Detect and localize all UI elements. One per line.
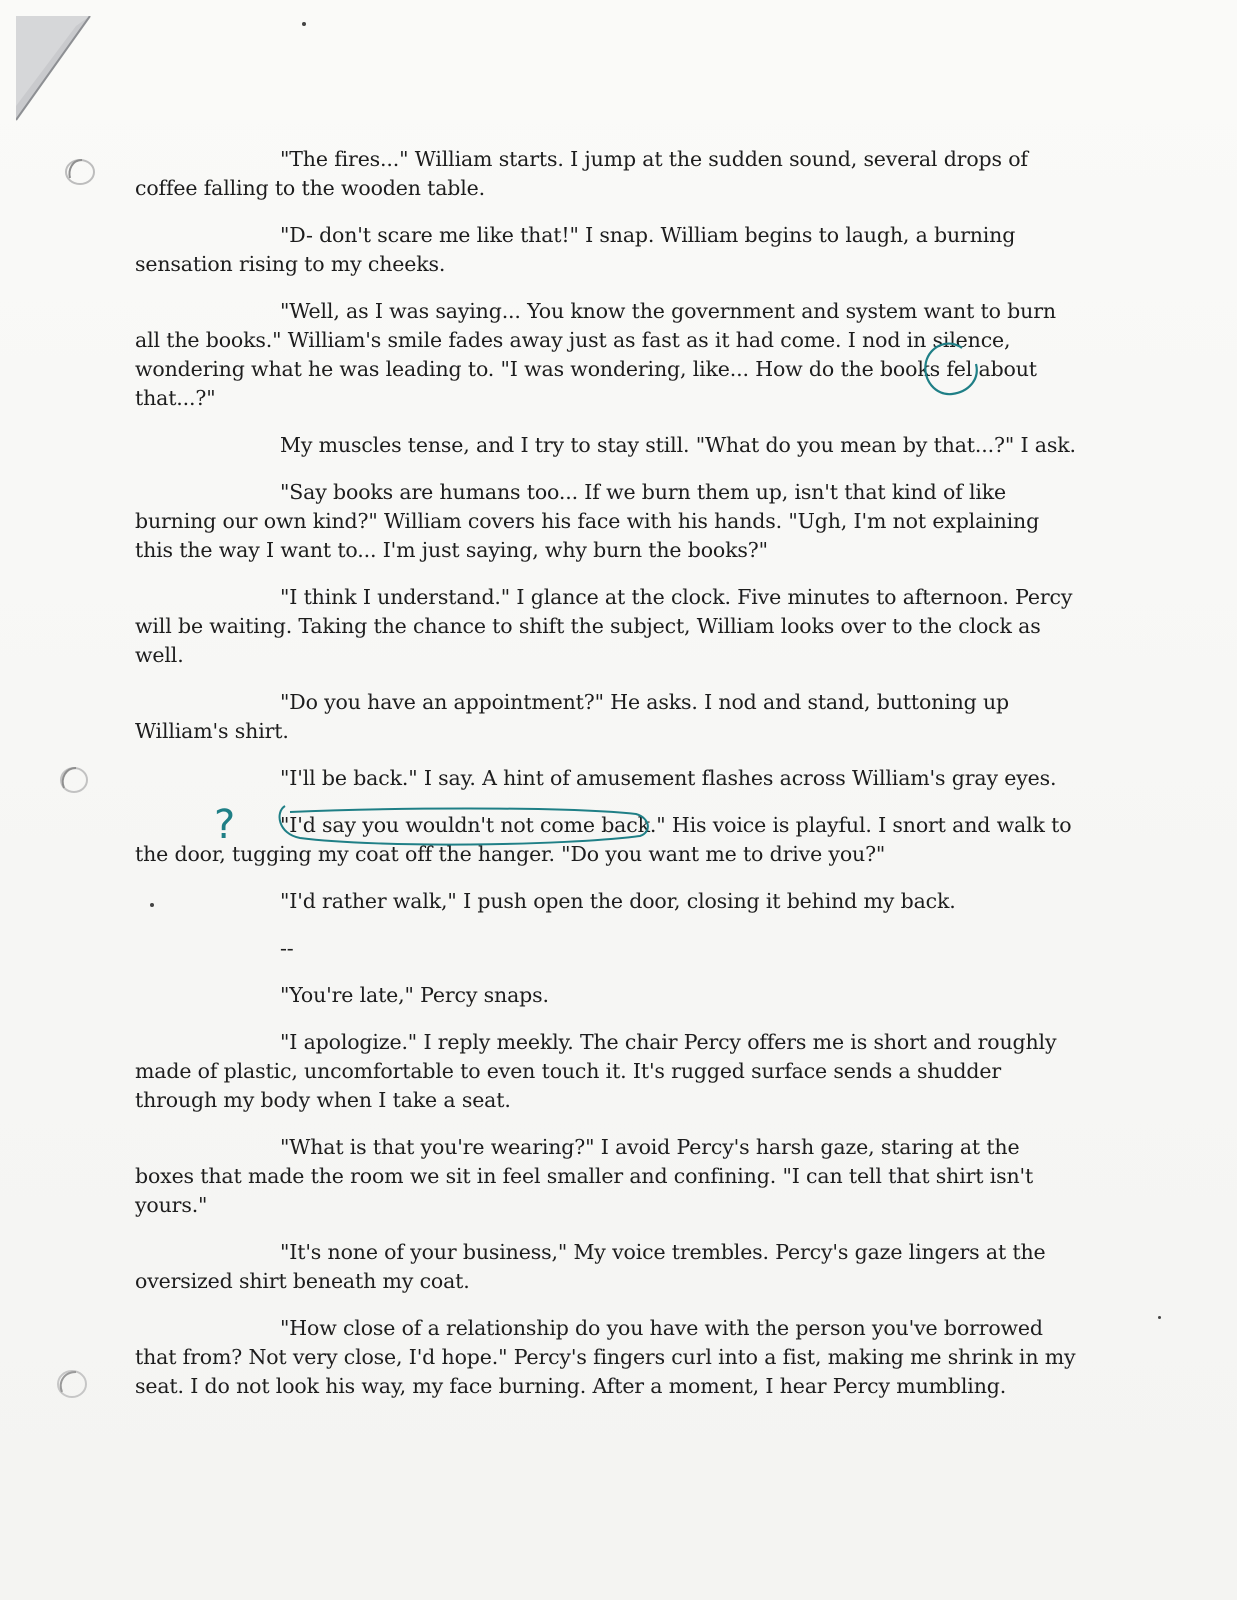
punch-hole-icon — [54, 760, 94, 800]
paragraph: "It's none of your business," My voice trembles. Percy's gaze lingers at the oversized shirt beneath my coat. — [135, 1240, 1046, 1293]
paragraph: My muscles tense, and I try to stay still. "What do you mean by that...?" I ask. — [280, 433, 1076, 457]
document-body — [135, 145, 1080, 1419]
paragraph: "I'd rather walk," I push open the door, closing it behind my back. — [280, 889, 956, 913]
section-break: -- — [280, 936, 294, 960]
paragraph: "Do you have an appointment?" He asks. I nod and stand, buttoning up William's shirt. — [135, 690, 1010, 743]
paragraph: "I think I understand." I glance at the clock. Five minutes to afternoon. Percy will be waiting. Taking the chance to shift the subject, William looks over to the clock as well. — [135, 585, 1073, 667]
paragraph: "Say books are humans too... If we burn them up, isn't that kind of like burning our own kind?" William covers his face with his hands. "Ugh, I'm not explaining this the way I want to... I'm just saying, why burn the books?" — [135, 480, 1040, 562]
scan-speck — [1158, 1316, 1161, 1319]
punch-hole-icon — [52, 1364, 92, 1404]
folded-corner-icon — [16, 16, 96, 124]
scan-speck — [302, 22, 306, 26]
punch-hole-icon — [60, 152, 100, 192]
paragraph: "I'll be back." I say. A hint of amusement flashes across William's gray eyes. — [280, 766, 1057, 790]
paragraph: "I apologize." I reply meekly. The chair Percy offers me is short and roughly made of plastic, uncomfortable to even touch it. It's rugged surface sends a shudder through my body when I take a seat. — [135, 1030, 1057, 1112]
question-mark: ? — [214, 802, 236, 848]
paragraph: "You're late," Percy snaps. — [280, 983, 549, 1007]
paragraph: "The fires..." William starts. I jump at the sudden sound, several drops of coffee falling to the wooden table. — [135, 147, 1028, 200]
paragraph: "How close of a relationship do you have with the person you've borrowed that from? Not very close, I'd hope." Percy's fingers curl into a fist, making me shrink in my seat. I do not look his way, my face burning. After a moment, I hear Percy mumbling. — [135, 1316, 1076, 1398]
paragraph: "I'd say you wouldn't not come back." His voice is playful. I snort and walk to the door, tugging my coat off the hanger. "Do you want me to drive you?" — [135, 813, 1072, 866]
paragraph: "What is that you're wearing?" I avoid Percy's harsh gaze, staring at the boxes that made the room we sit in feel smaller and confining. "I can tell that shirt isn't yours." — [135, 1135, 1034, 1217]
paragraph: "Well, as I was saying... You know the government and system want to burn all the books." William's smile fades away just as fast as it had come. I nod in silence, wondering what he was leading to. "I was wondering, like... How do the books fel about that...?" — [135, 299, 1056, 410]
paragraph: "D- don't scare me like that!" I snap. William begins to laugh, a burning sensation rising to my cheeks. — [135, 223, 1016, 276]
